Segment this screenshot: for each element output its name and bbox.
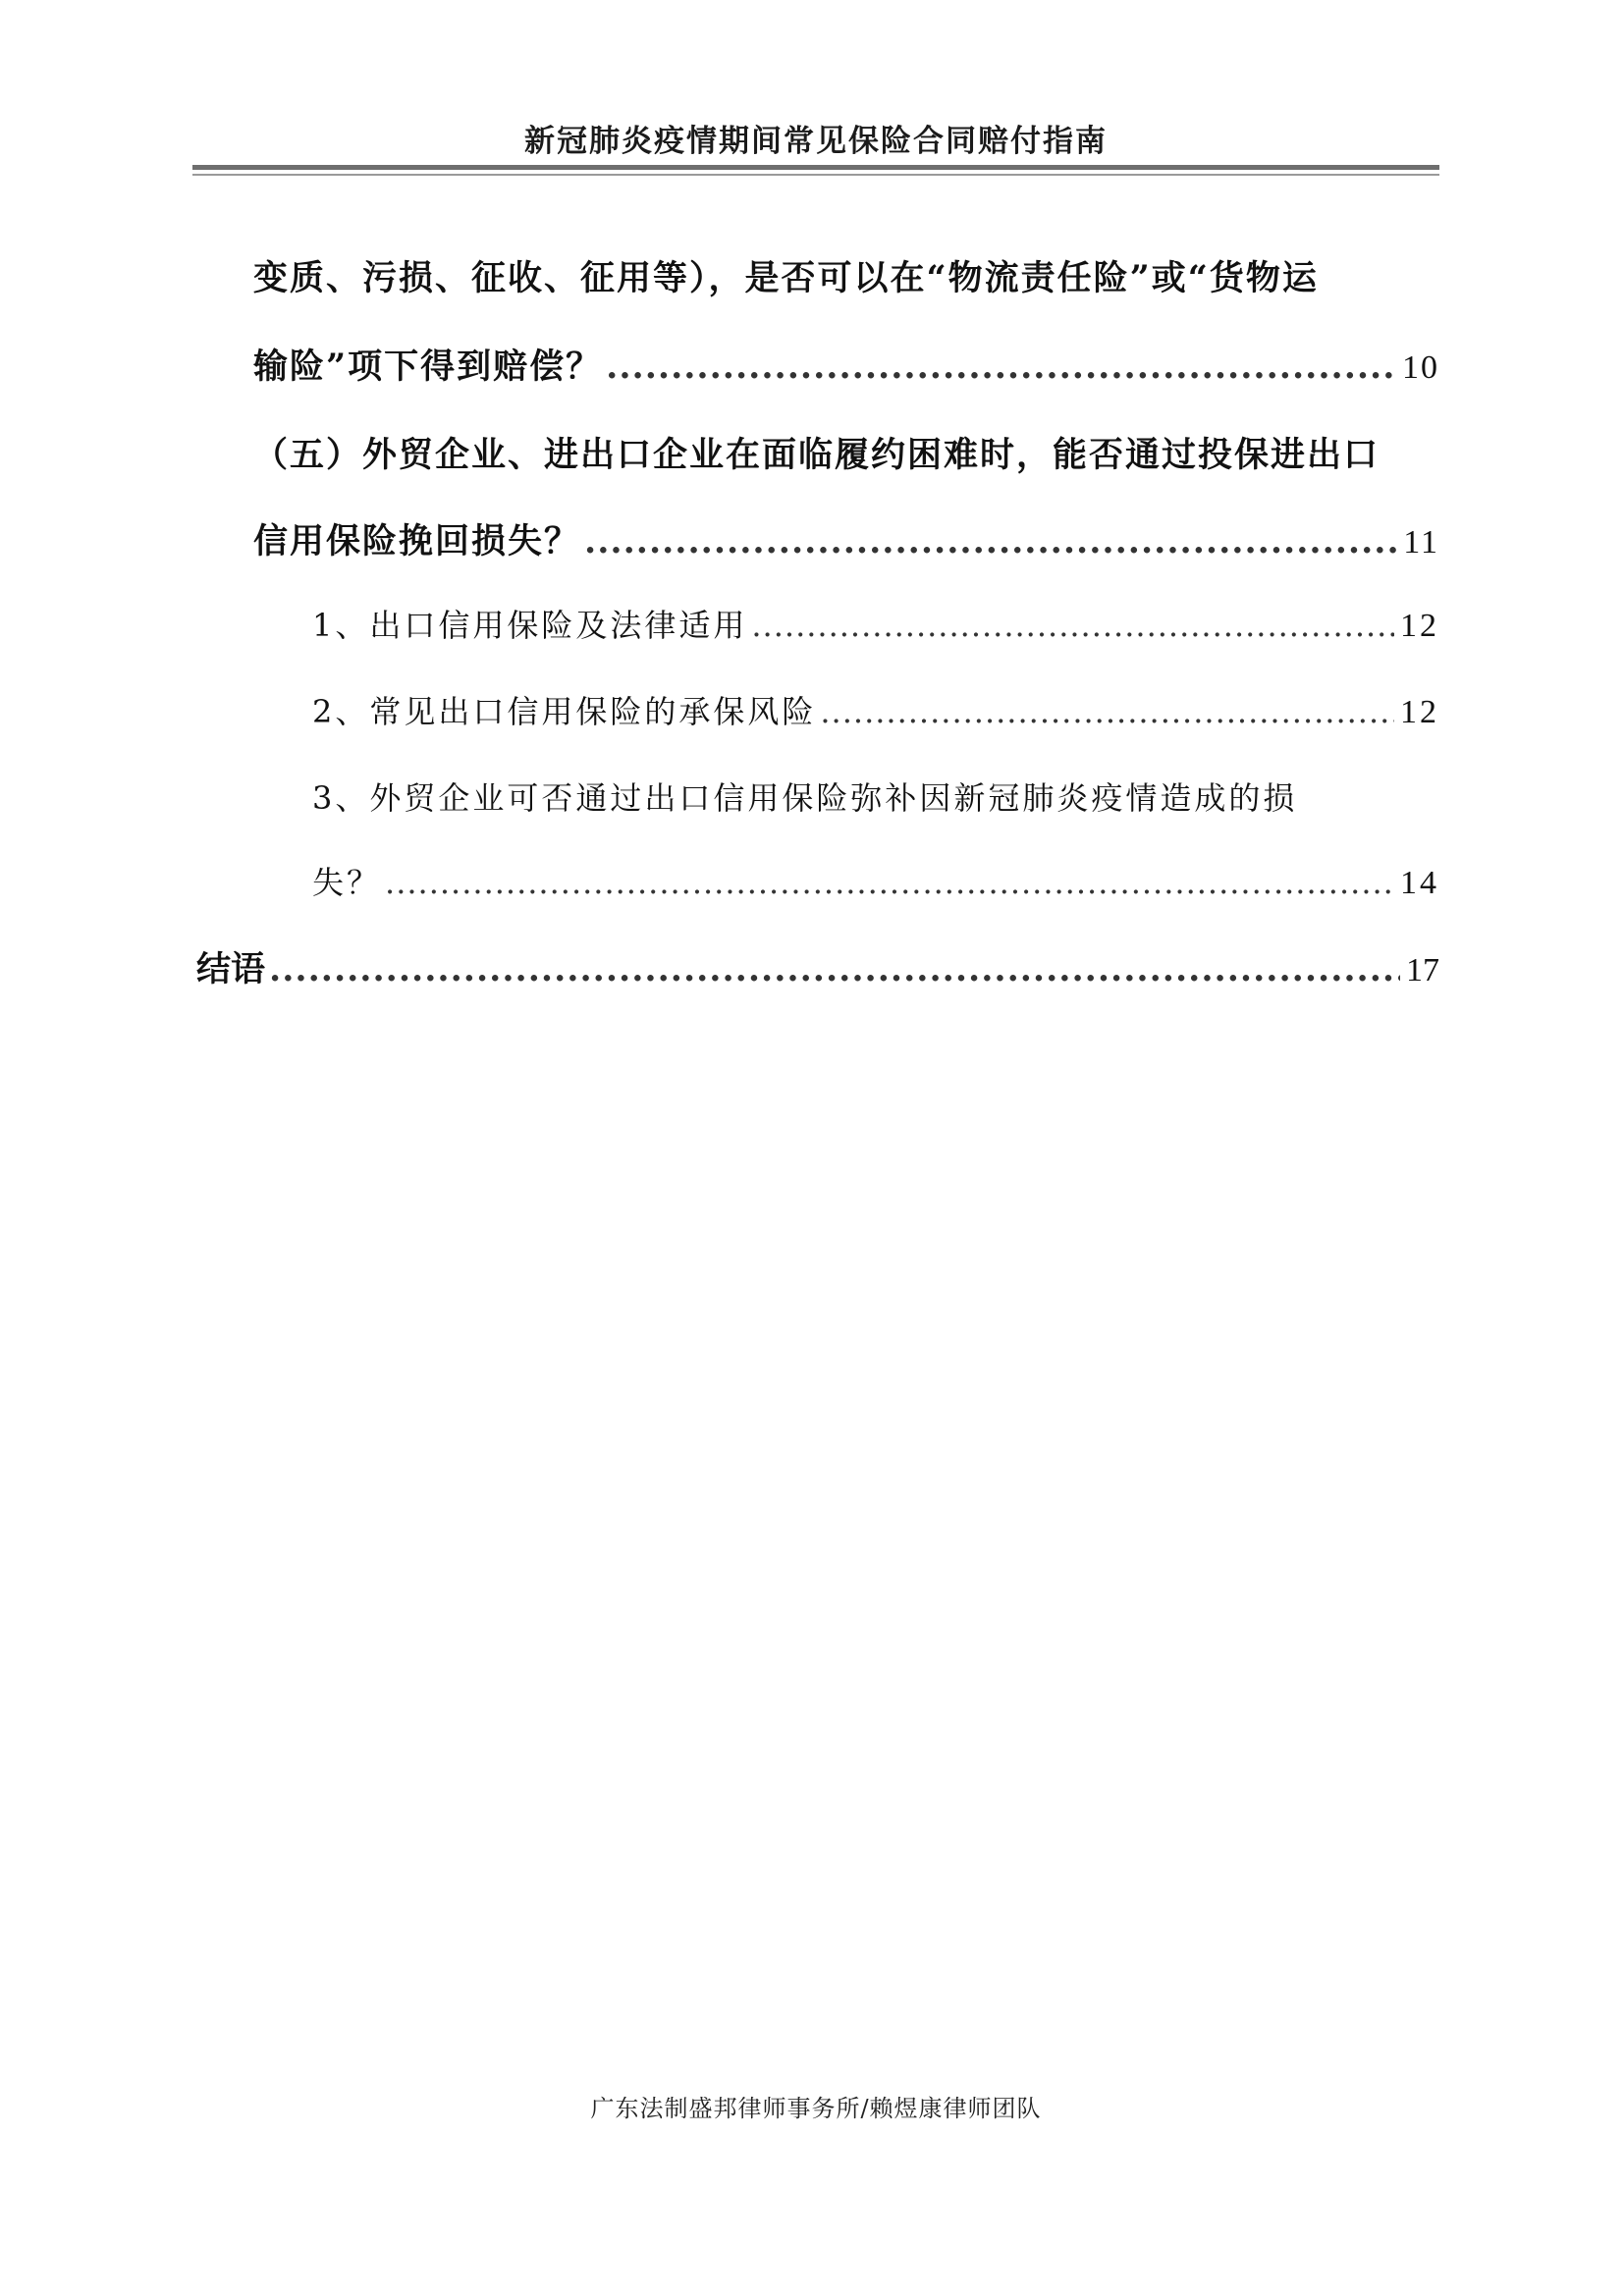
toc-entry-text: （五）外贸企业、进出口企业在面临履约困难时，能否通过投保进出口 — [253, 435, 1380, 475]
toc-entry-text: 3、外贸企业可否通过出口信用保险弥补因新冠肺炎疫情造成的损 — [312, 779, 1298, 817]
toc-entry-text: 失？ — [312, 864, 382, 901]
toc-leader-dots — [606, 347, 1396, 387]
toc-sub-entry-3-line-1[interactable] — [312, 774, 1439, 819]
page-header-title: 新冠肺炎疫情期间常见保险合同赔付指南 — [524, 124, 1108, 159]
toc-entry-text: 1、出口信用保险及法律适用 — [312, 607, 748, 644]
toc-entry-text: 信用保险挽回损失？ — [253, 521, 581, 561]
toc-entry-text: 变质、污损、征收、征用等），是否可以在“物流责任险”或“货物运 — [253, 258, 1319, 298]
toc-leader-dots — [269, 949, 1400, 989]
toc-entry-5-line-1[interactable] — [253, 428, 1439, 477]
toc-leader-dots — [385, 864, 1394, 901]
toc-entry-text: 2、常见出口信用保险的承保风险 — [312, 693, 817, 730]
toc-leader-dots — [820, 693, 1394, 730]
toc-entry-conclusion[interactable] — [196, 942, 1439, 991]
toc-page-number: 12 — [1400, 608, 1439, 644]
toc-sub-entry-1[interactable] — [312, 601, 1439, 646]
toc-page-number: 17 — [1406, 952, 1439, 988]
toc-entry-4-line-1[interactable] — [253, 251, 1439, 300]
toc-leader-dots — [584, 521, 1397, 561]
header-rule — [192, 165, 1439, 170]
toc-sub-entry-3-line-2[interactable] — [312, 858, 1439, 903]
toc-leader-dots — [751, 607, 1394, 644]
toc-entry-4-line-2[interactable] — [253, 340, 1439, 389]
toc-page-number: 11 — [1403, 524, 1439, 561]
toc-page-number: 12 — [1400, 694, 1439, 730]
page-footer: 广东法制盛邦律师事务所/赖煜康律师团队 — [590, 2095, 1042, 2122]
toc-entry-text: 输险”项下得到赔偿？ — [253, 347, 603, 387]
toc-entry-text: 结语 — [196, 949, 266, 989]
toc-page-number: 10 — [1402, 349, 1439, 386]
toc-page-number: 14 — [1400, 865, 1439, 901]
toc-entry-5-line-2[interactable] — [253, 514, 1439, 563]
header-rule-thin — [192, 174, 1439, 176]
toc-sub-entry-2[interactable] — [312, 687, 1439, 732]
